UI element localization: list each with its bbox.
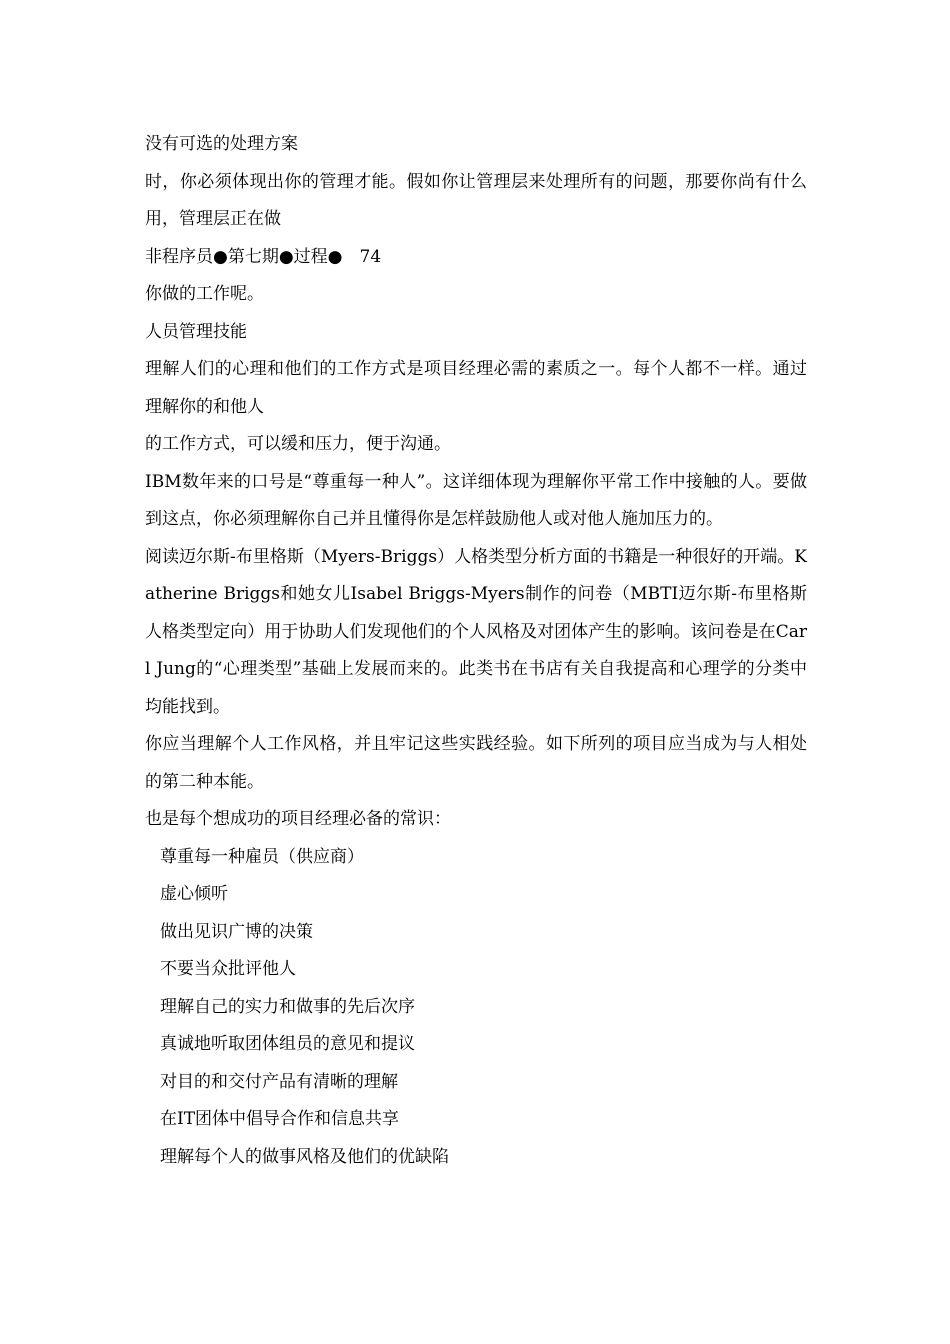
paragraph-management-skill: 时，你必须体现出你的管理才能。假如你让管理层来处理所有的问题，那要你尚有什么用，管理层正在做 [145,171,807,229]
list-item: 做出见识广博的决策 [160,921,313,942]
list-item: 不要当众批评他人 [160,959,296,979]
list-item: 在IT团体中倡导合作和信息共享 [160,1109,400,1129]
paragraph-ibm-slogan: IBM数年来的口号是“尊重每一种人”。这详细体现为理解你平常工作中接触的人。要做到这点，你必须理解你自己并且懂得你是怎样鼓励他人或对他人施加压力的。 [145,471,807,529]
paragraph-continuation: 你做的工作呢。 [145,284,264,304]
list-item: 真诚地听取团体组员的意见和提议 [160,1034,415,1054]
paragraph-common-sense: 也是每个想成功的项目经理必备的常识： [145,809,451,829]
document-body [145,126,807,1176]
tips-list [145,839,807,1177]
paragraph-understanding-people: 理解人们的心理和他们的工作方式是项目经理必需的素质之一。每个人都不一样。通过理解你的和他人 [145,359,807,417]
paragraph-work-style-practice: 你应当理解个人工作风格，并且牢记这些实践经验。如下所列的项目应当成为与人相处的第二种本能。 [145,734,807,792]
paragraph-myers-briggs: 阅读迈尔斯-布里格斯（Myers-Briggs）人格类型分析方面的书籍是一种很好的开端。Katherine Briggs和她女儿Isabel Briggs-Myers制作的问卷（MBTI迈尔斯-布里格斯人格类型定向）用于协助人们发现他们的个人风格及对团体产生的影响。该问卷是在Carl Jung的“心理类型”基础上发展而来的。此类书在书店有关自我提高和心理学的分类中均能找到。 [145,546,807,717]
paragraph-work-style: 的工作方式，可以缓和压力，便于沟通。 [145,434,451,454]
list-item: 理解每个人的做事风格及他们的优缺陷 [160,1146,449,1167]
list-item: 对目的和交付产品有清晰的理解 [160,1071,398,1092]
list-item: 尊重每一种雇员（供应商） [160,846,364,867]
section-heading-people-management: 人员管理技能 [145,321,247,342]
paragraph-heading-no-alternatives: 没有可选的处理方案 [145,134,298,154]
list-item: 虚心倾听 [160,884,228,904]
list-item: 理解自己的实力和做事的先后次序 [160,996,415,1017]
page-footer-line: 非程序员●第七期●过程● 74 [145,246,382,267]
